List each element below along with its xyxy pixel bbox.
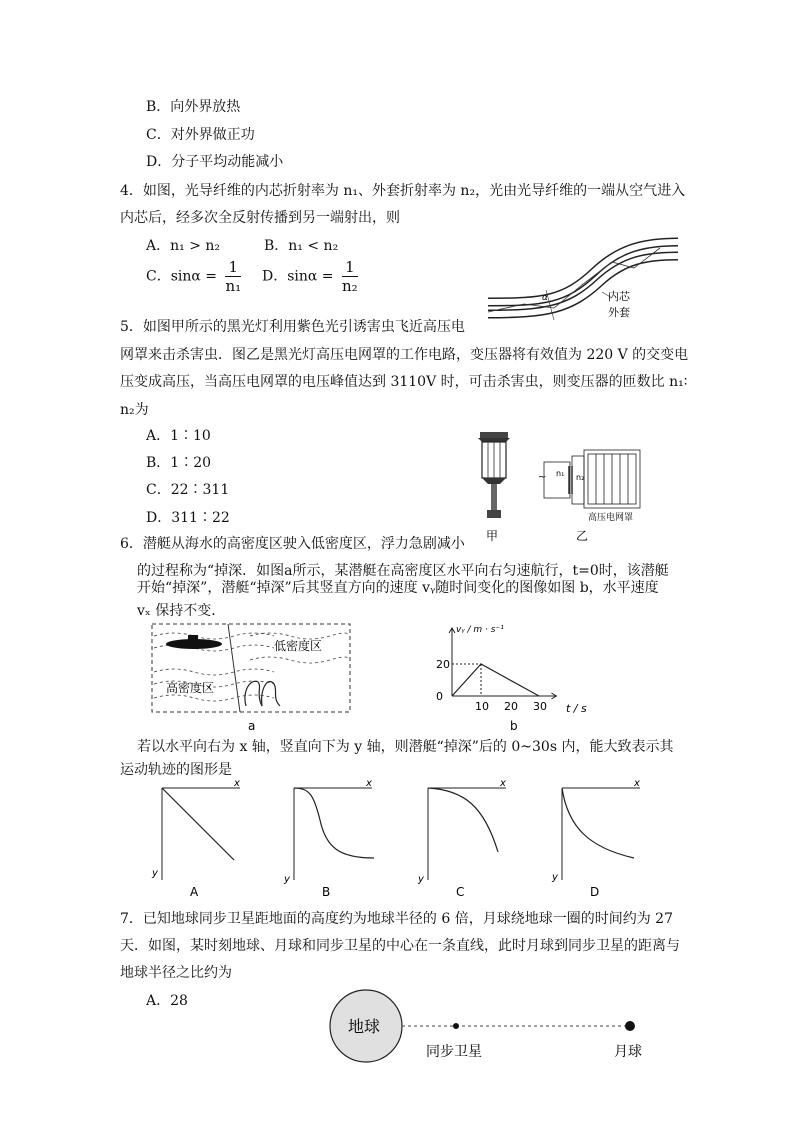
- chart-y-tick-label: 0: [436, 690, 443, 703]
- chart-x-tick-label: 20: [504, 700, 518, 713]
- q5-option-d: D．311∶22: [146, 510, 230, 526]
- choice-a-y-label: y: [152, 868, 158, 879]
- q7-stem-line2: 天．如图，某时刻地球、月球和同步卫星的中心在一条直线，此时月球到同步卫星的距离与: [120, 938, 680, 954]
- choice-b-graph: [283, 778, 374, 899]
- satellite-label: 同步卫星: [426, 1044, 482, 1060]
- chart-y-axis-label: vᵧ / m · s⁻¹: [456, 625, 504, 635]
- choice-d-x-label: x: [634, 778, 640, 789]
- q6-stem-line1: 6．潜艇从海水的高密度区驶入低密度区，浮力急剧减小: [120, 536, 465, 552]
- chart-series-line: [452, 664, 539, 696]
- q3-option-b: B．向外界放热: [146, 99, 241, 115]
- q5-stem-line3: 压变成高压，当高压电网罩的电压峰值达到 3110V 时，可击杀害虫，则变压器的匝数比 n₁∶: [120, 374, 688, 390]
- moon-dot: [625, 1021, 635, 1031]
- fig-net-label: 高压电网罩: [588, 513, 634, 523]
- earth-label: 地球: [348, 1017, 381, 1036]
- fig-yi-label: 乙: [576, 529, 589, 543]
- fiber-core-label: 内芯: [608, 290, 630, 303]
- lamp-drawing: [478, 432, 510, 518]
- chart-x-axis-label: t / s: [566, 702, 587, 715]
- q4-option-d: [262, 258, 358, 295]
- q4-stem-line1: 4．如图，光导纤维的内芯折射率为 n₁、外套折射率为 n₂，光由光导纤维的一端从空气进入: [120, 183, 686, 199]
- choice-d-y-label: y: [552, 872, 558, 883]
- trajectory-choices: [144, 776, 664, 904]
- q5-option-a: A．1∶10: [146, 428, 211, 444]
- q6-stem-line5: 若以水平向右为 x 轴，竖直向下为 y 轴，则潜艇“掉深”后的 0~30s 内，能大致表示其: [137, 739, 674, 755]
- fig-b-caption: b: [510, 719, 518, 733]
- q7-option-a: A．28: [146, 993, 188, 1009]
- fiber-alpha-label: α: [542, 293, 548, 303]
- q4-option-d-fraction: $\frac{1}{\text{n₂}}$: [342, 258, 358, 295]
- choice-c-x-label: x: [500, 778, 506, 789]
- ac-source-symbol: ~: [538, 472, 547, 483]
- fig-jia-label: 甲: [486, 529, 499, 543]
- n2-label: n₂: [576, 473, 585, 482]
- choice-a-label: A: [190, 885, 199, 899]
- choice-d-label: D: [590, 885, 600, 899]
- fig-a-caption: a: [248, 719, 256, 733]
- choice-b-label: B: [322, 885, 331, 899]
- choice-b-y-label: y: [284, 874, 290, 885]
- choice-c-y-label: y: [418, 874, 424, 885]
- q6-stem-line3: 开始“掉深”，潜艇“掉深”后其竖直方向的速度 vᵧ随时间变化的图像如图 b，水平速度: [137, 580, 659, 596]
- submarine-icon: [166, 635, 222, 649]
- q6-stem-line6: 运动轨迹的图形是: [120, 762, 232, 778]
- low-density-label: 低密度区: [274, 639, 323, 653]
- earth-moon-figure: [328, 988, 658, 1066]
- q4-stem-line2: 内芯后，经多次全反射传播到另一端射出，则: [120, 210, 400, 226]
- submarine-figure: [150, 622, 354, 734]
- q7-stem-line1: 7．已知地球同步卫星距地面的高度约为地球半径的 6 倍，月球绕地球一圈的时间约为 27: [120, 911, 673, 927]
- q5-stem-line4: n₂为: [120, 402, 149, 418]
- satellite-dot: [453, 1023, 459, 1029]
- choice-b-x-label: x: [366, 778, 372, 789]
- choice-a-x-label: x: [234, 778, 240, 789]
- optical-fiber-figure: [484, 230, 680, 322]
- q3-option-d: D．分子平均动能减小: [146, 154, 284, 170]
- q4-option-c: [146, 258, 241, 295]
- high-density-label: 高密度区: [166, 681, 215, 695]
- q5-stem-line1: 5．如图甲所示的黑光灯利用紫色光引诱害虫飞近高压电: [120, 319, 465, 335]
- q4-option-c-prefix: C．sinα =: [146, 268, 218, 285]
- q4-option-d-prefix: D．sinα =: [262, 268, 334, 285]
- fiber-sheath-label: 外套: [608, 306, 630, 319]
- vy-time-chart: [424, 620, 600, 736]
- high-density-plume: [245, 681, 280, 706]
- q5-stem-line2: 网罩来击杀害虫．图乙是黑光灯高压电网罩的工作电路，变压器将有效值为 220 V 的交变电: [120, 347, 689, 363]
- transformer-circuit: [538, 450, 640, 508]
- choice-c-graph: [417, 778, 506, 899]
- chart-y-tick-label: 20: [436, 658, 450, 671]
- black-light-figure: [470, 428, 650, 546]
- q7-stem-line3: 地球半径之比约为: [120, 965, 232, 981]
- chart-x-tick-label: 30: [533, 700, 547, 713]
- chart-x-tick-label: 10: [475, 700, 489, 713]
- earth-icon: [330, 990, 402, 1062]
- q6-stem-line2: 的过程称为“掉深．如图a所示，某潜艇在高密度区水平向右匀速航行，t=0时，该潜艇: [137, 563, 669, 579]
- q6-stem-line4: vₓ 保持不变．: [137, 603, 226, 619]
- q5-option-c: C．22∶311: [146, 482, 230, 498]
- choice-c-label: C: [456, 885, 465, 899]
- q4-option-a: A．n₁ > n₂: [146, 238, 220, 254]
- choice-a-graph: [151, 778, 240, 899]
- moon-label: 月球: [614, 1044, 642, 1060]
- choice-d-graph: [551, 778, 640, 899]
- q3-option-c: C．对外界做正功: [146, 127, 255, 143]
- q4-option-b: B．n₁ < n₂: [264, 238, 339, 254]
- q4-option-c-fraction: $\frac{1}{\text{n₁}}$: [225, 258, 242, 295]
- n1-label: n₁: [556, 469, 565, 478]
- q5-option-b: B．1∶20: [146, 455, 212, 471]
